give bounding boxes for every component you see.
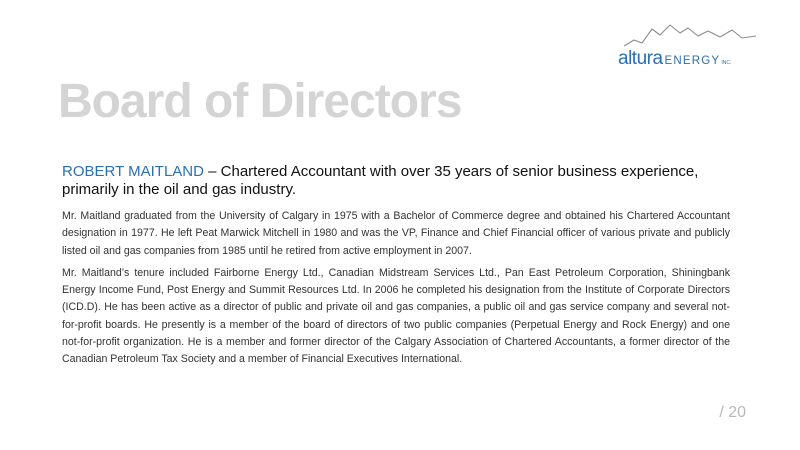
logo-text-energy: ENERGY: [664, 55, 721, 67]
page-number: / 20: [719, 404, 746, 421]
logo-text-inc: INC.: [721, 60, 732, 66]
logo-text-altura: altura: [618, 48, 663, 69]
director-heading: [62, 163, 730, 199]
bio-paragraph-2: Mr. Maitland’s tenure included Fairborne Energy Ltd., Canadian Midstream Services Ltd., Pan East Petroleum Corporation, Shiningbank Energy Income Fund, Post Energy and Summit Resources Ltd. In 2006 he completed his designation from the Institute of Corporate Directors (ICD.D). He has been active as a director of public and private oil and gas companies, a public oil and gas service company and several not-for-profit boards. He presently is a member of the board of directors of two public companies (Perpetual Energy and Rock Energy) and one not-for-profit organization. He is a member and former director of the Calgary Association of Chartered Accountants, a former director of the Canadian Petroleum Tax Society and a member of Financial Executives International.: [62, 266, 730, 366]
director-name: ROBERT MAITLAND: [62, 163, 204, 180]
director-headline: – Chartered Accountant with over 35 years of senior business experience, primarily in the oil and gas industry.: [62, 163, 699, 198]
mountain-logo-icon: [624, 20, 756, 48]
company-logo: [618, 20, 758, 70]
bio-paragraph-1: Mr. Maitland graduated from the University of Calgary in 1975 with a Bachelor of Commerce degree and obtained his Chartered Accountant designation in 1977. He left Peat Marwick Mitchell in 1980 and was the VP, Finance and Chief Financial officer of various private and publicly listed oil and gas companies from 1985 until he retired from active employment in 2007.: [62, 210, 730, 257]
slide-title: Board of Directors: [58, 75, 462, 128]
logo-wordmark: [618, 48, 731, 70]
slide-content: [62, 163, 730, 374]
